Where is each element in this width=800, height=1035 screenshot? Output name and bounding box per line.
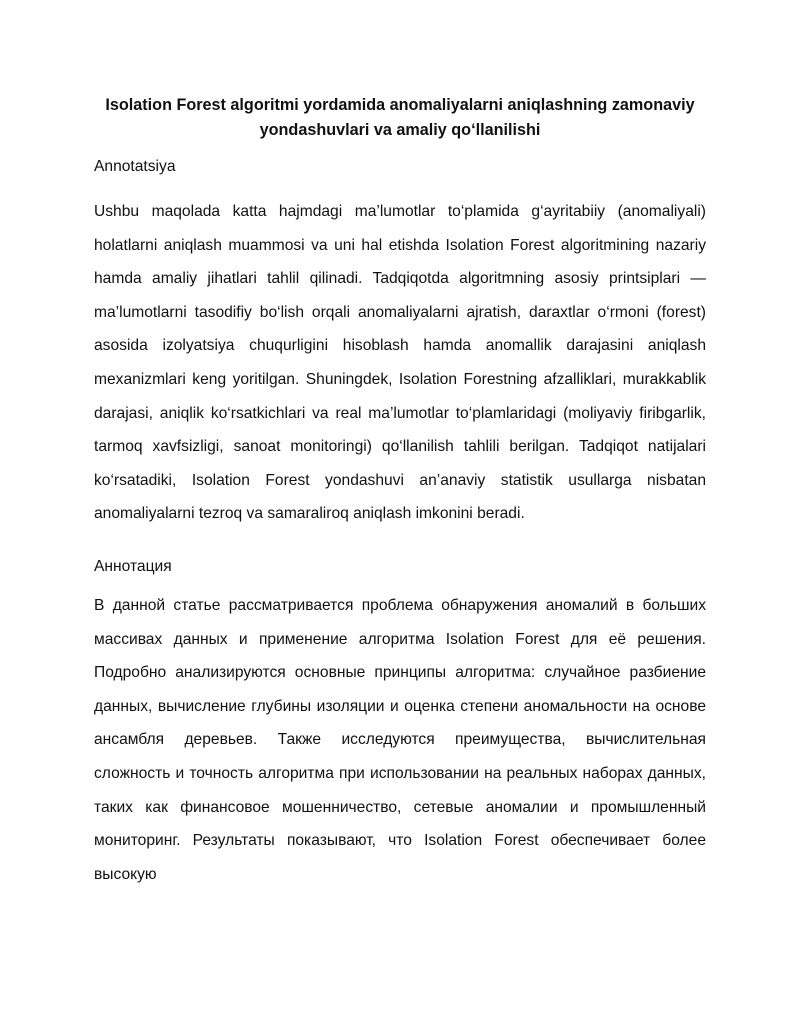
abstract-uz-paragraph: Ushbu maqolada katta hajmdagi ma’lumotlar to‘plamida g‘ayritabiiy (anomaliyali) holatlarni aniqlash muammosi va uni hal etishda Isolation Forest algoritmining nazariy hamda amaliy jihatlari tahlil qilinadi. Tadqiqotda algoritmning asosiy printsiplari — ma’lumotlarni tasodifiy bo‘lish orqali anomaliyalarni ajratish, daraxtlar o‘rmoni (forest) asosida izolyatsiya chuqurligini hisoblash hamda anomallik darajasini aniqlash mexanizmlari keng yoritilgan. Shuningdek, Isolation Forestning afzalliklari, murakkablik darajasi, aniqlik ko‘rsatkichlari va real ma’lumotlar to‘plamlaridagi (moliyaviy firibgarlik, tarmoq xavfsizligi, sanoat monitoringi) qo‘llanilish tahlili berilgan. Tadqiqot natijalari ko‘rsatadiki, Isolation Forest yondashuvi an’anaviy statistik usullarga nisbatan anomaliyalarni tezroq va samaraliroq aniqlash imkonini beradi. (94, 203, 706, 523)
document-page (94, 93, 706, 891)
abstract-ru-paragraph: В данной статье рассматривается проблема обнаружения аномалий в больших массивах данных и применение алгоритма Isolation Forest для её решения. Подробно анализируются основные принципы алгоритма: случайное разбиение данных, вычисление глубины изоляции и оценка степени аномальности на основе ансамбля деревьев. Также исследуются преимущества, вычислительная сложность и точность алгоритма при использовании на реальных наборах данных, таких как финансовое мошенничество, сетевые аномалии и промышленный мониторинг. Результаты показывают, что Isolation Forest обеспечивает более высокую (94, 596, 706, 883)
abstract-uz-heading: Annotatsiya (94, 158, 176, 175)
title-line-2: yondashuvlari va amaliy qo‘llanilishi (259, 121, 541, 139)
document-title (94, 93, 706, 143)
title-line-1: Isolation Forest algoritmi yordamida anomaliyalarni aniqlashning zamonaviy (105, 96, 695, 114)
abstract-ru-heading: Аннотация (94, 557, 172, 575)
